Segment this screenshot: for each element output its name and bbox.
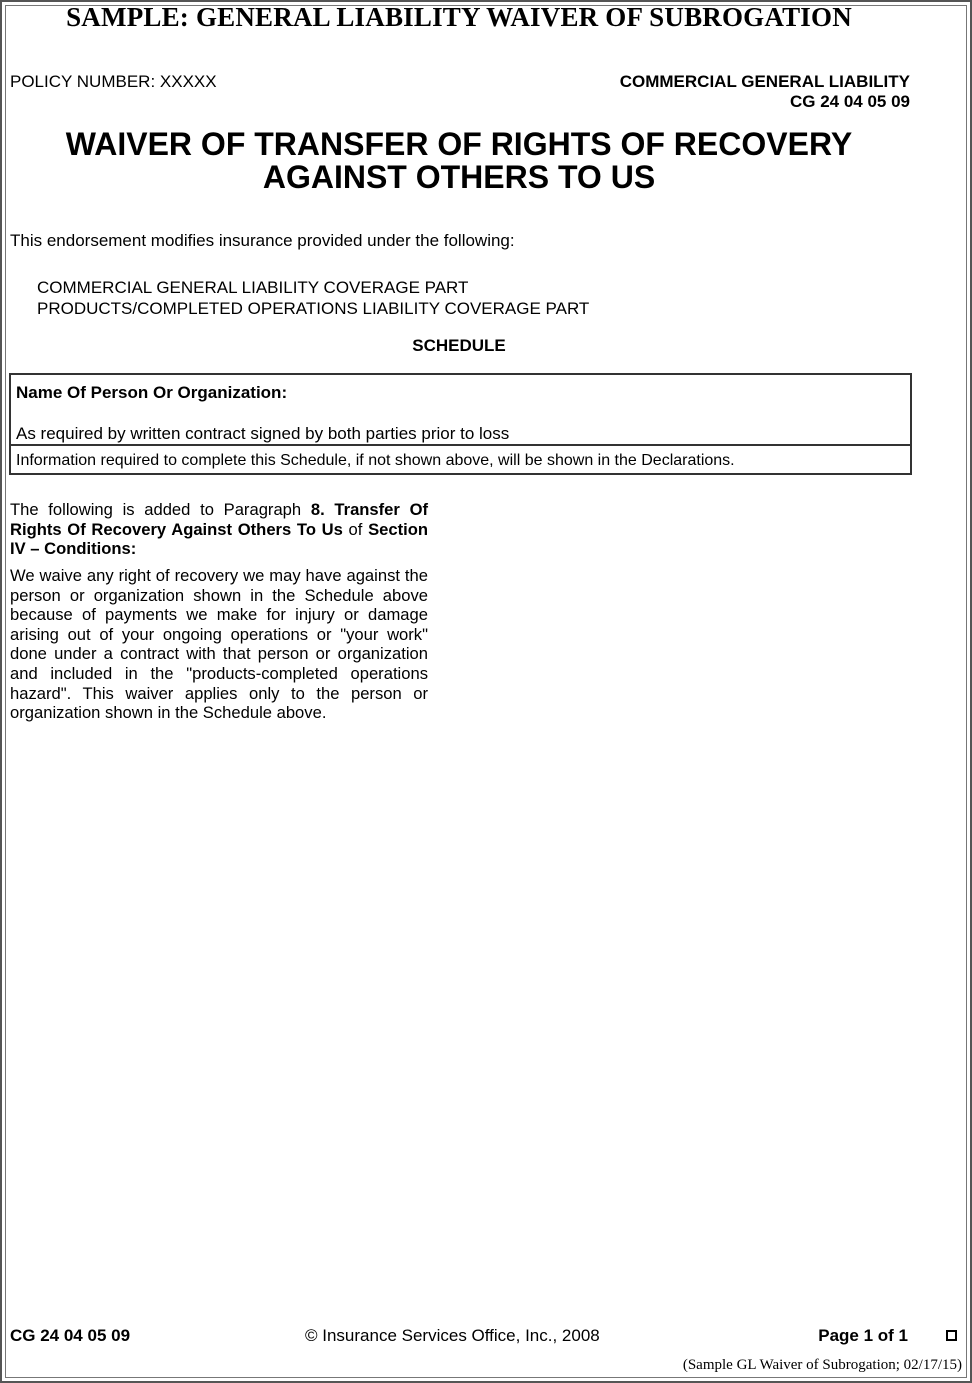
schedule-table xyxy=(9,373,912,475)
sample-title: SAMPLE: GENERAL LIABILITY WAIVER OF SUBROGATION xyxy=(66,2,852,32)
form-header xyxy=(620,72,910,112)
title-line-2: AGAINST OTHERS TO US xyxy=(262,159,656,195)
schedule-heading: SCHEDULE xyxy=(412,336,506,355)
coverage-part: COMMERCIAL GENERAL LIABILITY COVERAGE PART xyxy=(37,278,469,297)
coverage-parts-list xyxy=(37,277,589,319)
schedule-label: Name Of Person Or Organization: xyxy=(16,383,288,402)
para1-bold2: Section IV – Conditions: xyxy=(10,519,429,559)
paragraph-2: We waive any right of recovery we may have against the person or organization shown in the Schedule above because of payments we make for injury or damage arising out of your ongoing operations or "your work" done under a contract with that person or organization and included in the "products-completed operations hazard". This waiver applies only to the person or organization shown in the Schedule above. xyxy=(10,566,428,723)
para1-bold: 8. Transfer Of Rights Of Recovery Against Others To Us xyxy=(10,500,429,539)
footer-form-code: CG 24 04 05 09 xyxy=(10,1326,131,1345)
para1-mid: of xyxy=(342,519,369,539)
form-code: CG 24 04 05 09 xyxy=(789,92,910,111)
title-line-1: WAIVER OF TRANSFER OF RIGHTS OF RECOVERY xyxy=(65,126,853,162)
para1-prefix: The following is added to Paragraph xyxy=(10,500,311,519)
intro-text: This endorsement modifies insurance provided under the following: xyxy=(10,231,515,250)
page-title xyxy=(0,128,918,194)
coverage-part: PRODUCTS/COMPLETED OPERATIONS LIABILITY COVERAGE PART xyxy=(37,299,590,318)
footer-page-number: Page 1 of 1 xyxy=(818,1326,908,1345)
schedule-info: Information required to complete this Schedule, if not shown above, will be shown in the Declarations. xyxy=(16,452,735,469)
policy-number: POLICY NUMBER: XXXXX xyxy=(10,72,217,91)
form-line: COMMERCIAL GENERAL LIABILITY xyxy=(619,72,910,91)
schedule-divider xyxy=(11,444,910,446)
square-icon xyxy=(946,1330,957,1341)
footer-note: (Sample GL Waiver of Subrogation; 02/17/15) xyxy=(682,1357,962,1373)
footer-copyright: © Insurance Services Office, Inc., 2008 xyxy=(305,1326,600,1345)
paragraph-1 xyxy=(10,500,428,559)
schedule-value: As required by written contract signed by both parties prior to loss xyxy=(16,424,510,443)
